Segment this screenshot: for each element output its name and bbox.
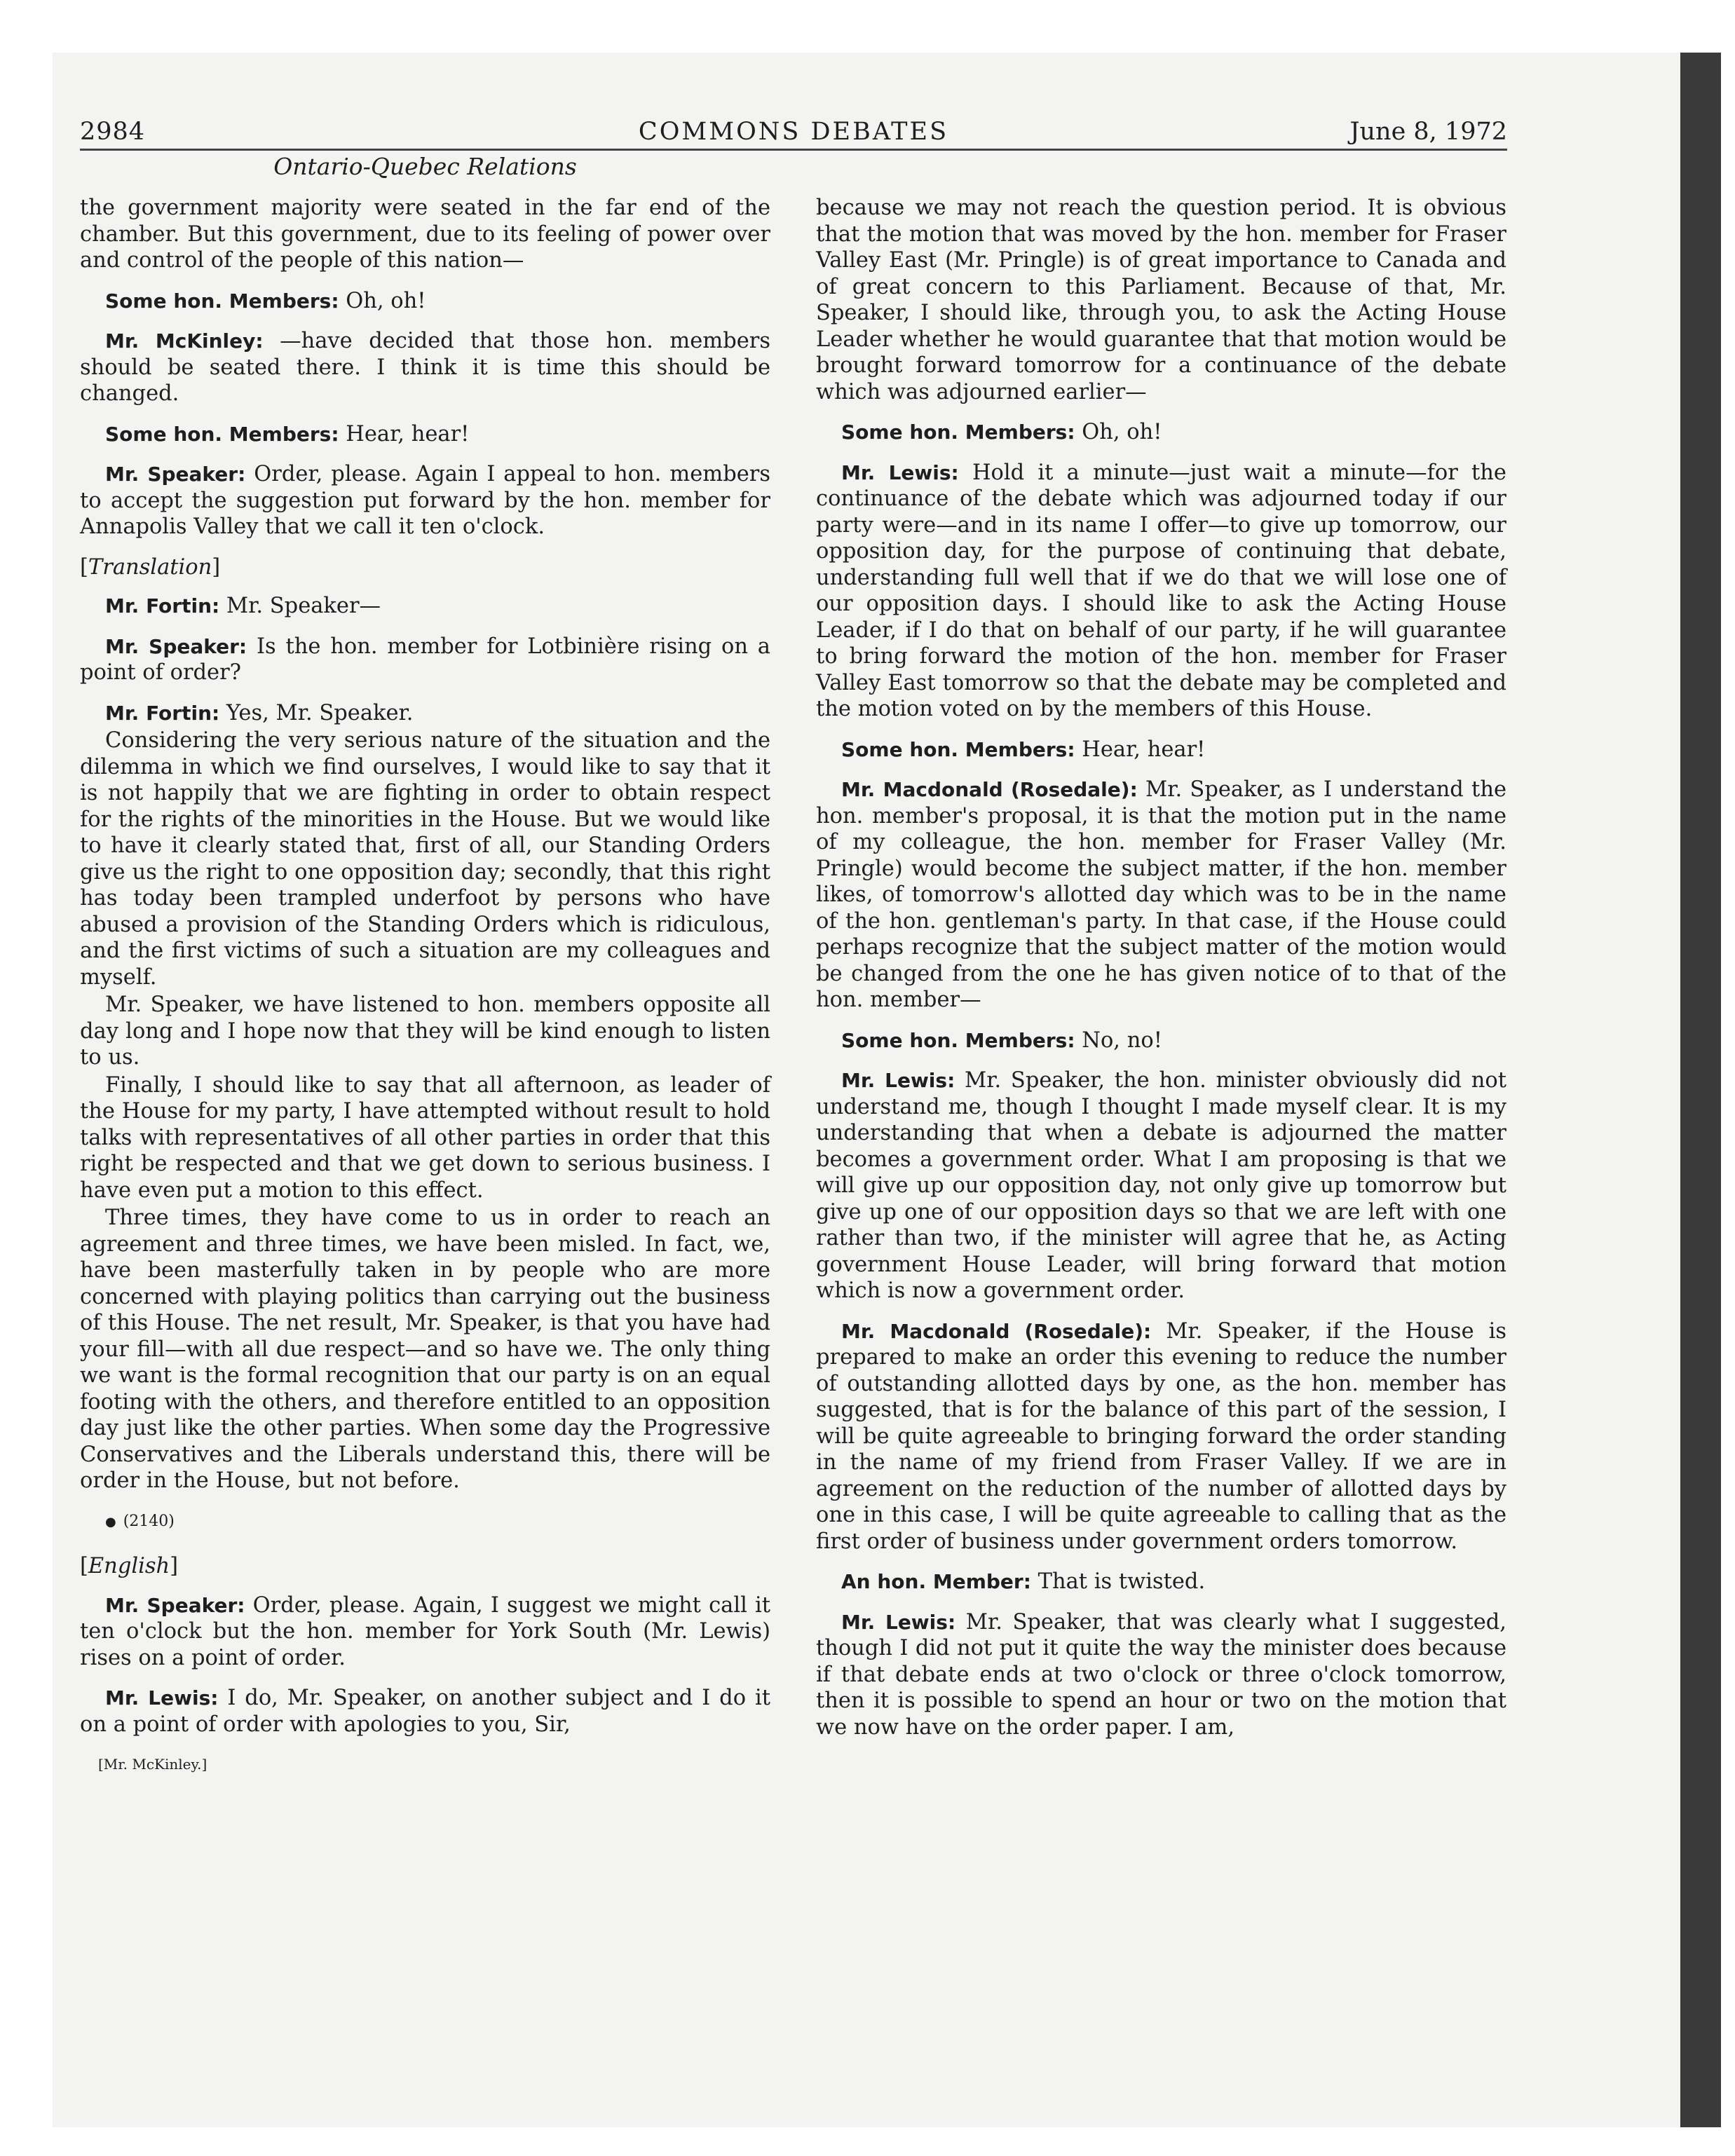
speaker-name: Some hon. Members:: [841, 737, 1075, 761]
speech: [80, 1685, 770, 1738]
speech: [816, 737, 1506, 763]
publication-title: COMMONS DEBATES: [638, 118, 949, 146]
speech-text: Mr. Speaker—: [226, 594, 381, 618]
speech: [816, 419, 1506, 446]
speaker-name: Some hon. Members:: [841, 1028, 1075, 1052]
scan-edge-shadow: [1680, 53, 1721, 2127]
speech-text: No, no!: [1082, 1028, 1162, 1053]
language-note: [English]: [80, 1554, 179, 1578]
speech-text: Yes, Mr. Speaker.: [226, 700, 414, 725]
speech: [80, 461, 770, 540]
bullet-icon: ●: [105, 1514, 116, 1529]
speaker-name: Mr. Macdonald (Rosedale):: [841, 778, 1138, 801]
speech: [80, 421, 770, 448]
speech-text: I do, Mr. Speaker, on another subject and I do it on a point of order with apologies to you, Sir,: [80, 1686, 770, 1737]
speech-text: Hear, hear!: [346, 421, 470, 446]
speaker-name: An hon. Member:: [841, 1570, 1031, 1593]
speech-text: Oh, oh!: [1082, 420, 1162, 444]
speech: [80, 1592, 770, 1672]
speaker-name: Mr. Fortin:: [105, 701, 220, 725]
speaker-name: Mr. Speaker:: [105, 1593, 245, 1617]
paragraph: Considering the very serious nature of the situation and the dilemma in which we find ourselves, I would like to say that it is not happily that we are fighting in order to obtain respect for the rights of the minorities in the House. But we would like to have it clearly stated that, first of all, our Standing Orders give us the right to one opposition day; secondly, that this right has today been trampled underfoot by persons who have abused a provision of the Standing Orders which is ridiculous, and the first victims of such a situation are my colleagues and myself.: [80, 728, 770, 990]
speech-text: Order, please. Again I appeal to hon. members to accept the suggestion put forward by the hon. member for Annapolis Valley that we call it ten o'clock.: [80, 462, 771, 539]
speaker-name: Mr. Lewis:: [105, 1686, 219, 1710]
speaker-name: Mr. Fortin:: [105, 594, 220, 618]
speech: [816, 1028, 1506, 1054]
speaker-name: Some hon. Members:: [105, 422, 339, 446]
speech-text: Mr. Speaker, the hon. minister obviously did not understand me, though I thought I made myself clear. It is my understanding that when a debate is adjourned the matter becomes a government order. What I am proposing is that we will give up our opposition day, not only give up tomorrow but give up one of our opposition days so that we are left with one rather than two, if the minister will agree that he, as Acting government House Leader, will bring forward that motion which is now a government order.: [816, 1068, 1506, 1303]
speaker-name: Some hon. Members:: [105, 289, 339, 313]
speaker-name: Mr. Lewis:: [841, 460, 959, 484]
note-text: English: [88, 1554, 170, 1578]
speech: [80, 634, 770, 686]
paragraph: Finally, I should like to say that all afternoon, as leader of the House for my party, I have attempted without result to hold talks with representatives of all other parties in order that this right be respected and that we get down to serious business. I have even put a motion to this effect.: [80, 1072, 770, 1203]
page-header: [80, 107, 1507, 151]
speech: [816, 1569, 1506, 1595]
speech-text: Hear, hear!: [1082, 737, 1206, 762]
speech-text: Hold it a minute—just wait a minute—for the continuance of the debate which was adjourned today if our party were—and in its name I offer—to give up tomorrow, our opposition day, for the purpose of continuing that debate, understanding full well that if we do that we will lose one of our opposition days. I should like to ask the Acting House Leader, if I do that on behalf of our party, if he will guarantee to bring forward the motion of the hon. member for Fraser Valley East tomorrow so that the debate may be completed and the motion voted on by the members of this House.: [816, 460, 1506, 721]
speaker-name: Mr. McKinley:: [105, 329, 264, 353]
speaker-name: Mr. Lewis:: [841, 1610, 956, 1634]
speaker-name: Mr. Speaker:: [105, 463, 246, 486]
note-text: Translation: [88, 554, 212, 580]
paragraph: Mr. Speaker, we have listened to hon. members opposite all day long and I hope now that they will be kind enough to listen to us.: [80, 992, 770, 1070]
publication-date: June 8, 1972: [1349, 118, 1507, 146]
speech-text: That is twisted.: [1037, 1569, 1206, 1594]
speech: [816, 777, 1506, 1014]
speech-text: Mr. Speaker, that was clearly what I suggested, though I did not put it quite the way the minister does because if that debate ends at two o'clock or three o'clock tomorrow, then it is possible to spend an hour or two on the motion that we now have on the order paper. I am,: [816, 1609, 1506, 1740]
speech: [80, 700, 770, 727]
speech: [816, 1609, 1506, 1741]
page-number: 2984: [80, 118, 146, 146]
timecode: ● (2140): [105, 1512, 175, 1530]
speech-text: Mr. Speaker, as I understand the hon. member's proposal, it is that the motion put in the name of my colleague, the hon. member for Fraser Valley (Mr. Pringle) would become the subject matter, if the hon. member likes, of tomorrow's allotted day which was to be in the name of the hon. gentleman's party. In that case, if the House could perhaps recognize that the subject matter of the motion would be changed from the one he has given notice of to that of the hon. member—: [816, 777, 1507, 1012]
speech: [816, 1067, 1506, 1304]
speech: [80, 328, 770, 407]
speaker-name: Some hon. Members:: [841, 421, 1075, 444]
speech: [80, 593, 770, 620]
speaker-name: Mr. Speaker:: [105, 634, 247, 658]
speech-text: Mr. Speaker, if the House is prepared to make an order this evening to reduce the number of outstanding allotted days by one, as the hon. member has suggested, that is for the balance of this part of the session, I will be quite agreeable to bringing forward the order standing in the name of my friend from Fraser Valley. If we are in agreement on the reduction of the number of allotted days by one in this case, I will be quite agreeable to calling that as the first order of business under government orders tomorrow.: [816, 1318, 1506, 1554]
paragraph: the government majority were seated in the far end of the chamber. But this government, due to its feeling of power over and control of the people of this nation—: [80, 196, 770, 273]
translation-note: [Translation]: [80, 554, 221, 580]
left-column: [80, 195, 770, 1778]
subject-heading: Ontario-Quebec Relations: [273, 153, 577, 180]
speech-text: Order, please. Again, I suggest we might call it ten o'clock but the hon. member for York South (Mr. Lewis) rises on a point of order.: [80, 1592, 771, 1670]
footer-speaker-reference: [Mr. McKinley.]: [98, 1756, 207, 1773]
speech: [816, 460, 1506, 723]
speech: [80, 288, 770, 315]
paragraph: because we may not reach the question period. It is obvious that the motion that was moved by the hon. member for Fraser Valley East (Mr. Pringle) is of great importance to Canada and of great concern to this Parliament. Because of that, Mr. Speaker, I should like, through you, to ask the Acting House Leader whether he would guarantee that that motion would be brought forward tomorrow for a continuance of the debate which was adjourned earlier—: [816, 196, 1506, 404]
speaker-name: Mr. Macdonald (Rosedale):: [841, 1319, 1152, 1343]
right-column: [816, 195, 1506, 1754]
speech-text: —have decided that those hon. members should be seated there. I think it is time this should be changed.: [80, 329, 770, 406]
speech-text: Oh, oh!: [346, 288, 426, 313]
speaker-name: Mr. Lewis:: [841, 1069, 955, 1092]
speech-text: Is the hon. member for Lotbinière rising on a point of order?: [80, 634, 770, 685]
paragraph: Three times, they have come to us in order to reach an agreement and three times, we have been misled. In fact, we, have been masterfully taken in by people who are more concerned with playing politics than carrying out the business of this House. The net result, Mr. Speaker, is that you have had your fill—with all due respect—and so have we. The only thing we want is the formal recognition that our party is on an equal footing with the others, and therefore entitled to an opposition day just like the other parties. When some day the Progressive Conservatives and the Liberals understand this, there will be order in the House, but not before.: [80, 1206, 770, 1493]
speech: [816, 1318, 1506, 1555]
